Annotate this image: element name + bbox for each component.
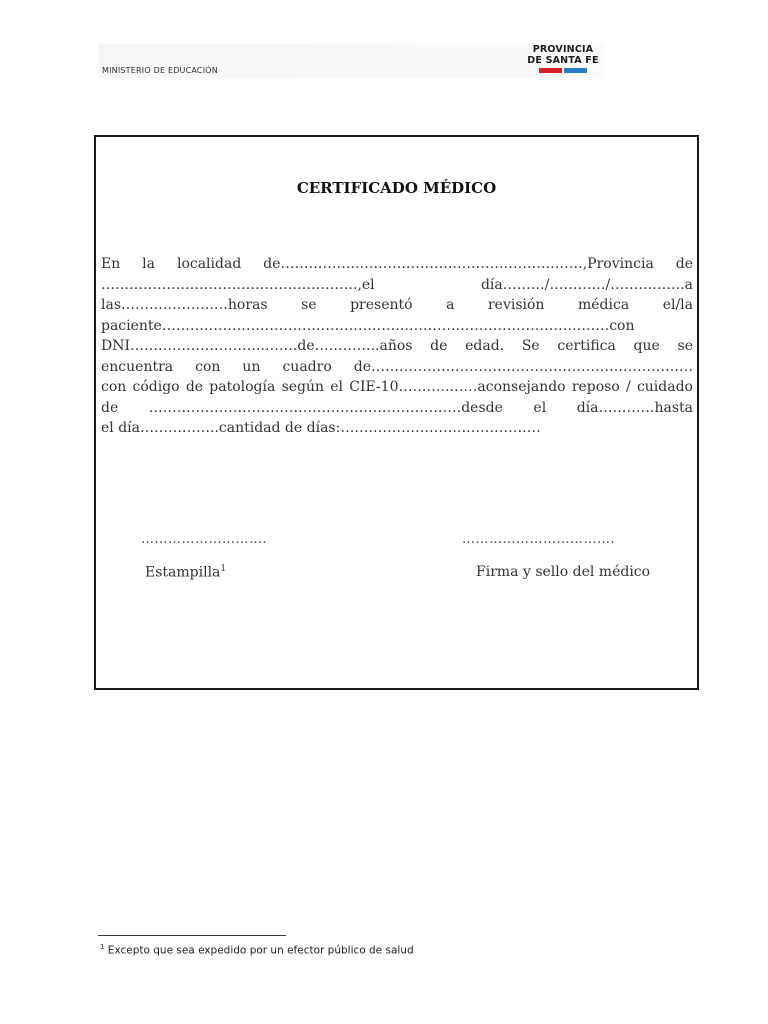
- ministry-name: MINISTERIO DE EDUCACIÓN: [102, 66, 218, 75]
- logo-bar-blue: [564, 68, 587, 73]
- footnote-text: Excepto que sea expedido por un efector público de salud: [104, 944, 414, 957]
- certificate-title: CERTIFICADO MÉDICO: [296, 179, 497, 197]
- certificate-line: DNI………………………..…….de…………..años de edad. Se certifica que se: [101, 338, 693, 354]
- stamp-signature-line: ……………………….: [141, 532, 268, 547]
- certificate-line: con código de patología según el CIE-10………..……aconsejando reposo / cuidado: [101, 379, 693, 395]
- certificate-line: encuentra con un cuadro de……………………………………………………………: [101, 358, 693, 375]
- certificate-line: paciente…………………………………………….………….…………………….……con: [101, 317, 635, 334]
- certificate-line: En la localidad de…………….….…….……….………………….……,Provincia de: [101, 256, 693, 272]
- certificate-body: [101, 254, 693, 439]
- logo-color-bars: [522, 68, 604, 73]
- logo-line-2: DE SANTA FE: [527, 55, 599, 66]
- doctor-signature-line: …………………………….: [462, 532, 616, 547]
- stamp-label-text: Estampilla: [145, 564, 221, 581]
- stamp-label: [145, 564, 226, 581]
- logo-bar-red: [539, 68, 562, 73]
- province-logo: [522, 44, 604, 73]
- certificate-line: el día……………..cantidad de días:…………………….………………: [101, 420, 541, 436]
- footnote: [100, 943, 414, 957]
- certificate-line: las…….………….…horas se presentó a revisión médica el/la: [101, 297, 693, 313]
- doctor-signature-label: Firma y sello del médico: [476, 564, 651, 580]
- footnote-ref: 1: [220, 564, 227, 574]
- footnote-number: 1: [100, 943, 105, 951]
- certificate-line: ……………………………………………….,el día………/…………/…………….a: [101, 276, 693, 293]
- footnote-divider: [98, 935, 286, 936]
- certificate-line: de …………………………………….……………………desde el día…………hasta: [101, 399, 693, 416]
- certificate-frame: [94, 135, 699, 690]
- logo-line-1: PROVINCIA: [532, 44, 594, 55]
